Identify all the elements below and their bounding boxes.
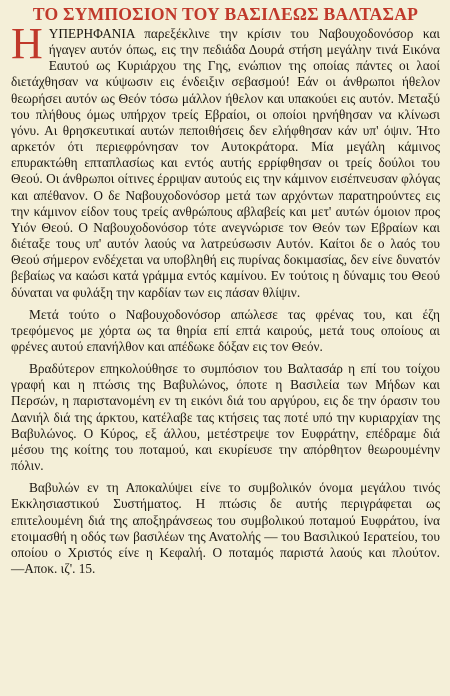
- paragraph-1: [11, 19, 440, 301]
- paragraph-4-text: Βαβυλών εν τη Αποκαλύψει είνε το συμβολικόν όνομα μεγάλου τινός Εκκλησιαστικού Συστήματος. Η πτώσις δε αυτής περιγράφεται ως επιτελουμένη διά της αποξηράνσεως του συμβολικού ποταμού Ευφράτου, ίνα ετοιμασθή η οδός των βασιλέων της Ανατολής — του Βασιλικού Ιερατείου, του οποίου ο Χριστός είνε η Κεφαλή. Ο ποταμός παριστά λαούς και πλούτον.: [11, 480, 440, 560]
- paragraph-2: Μετά τούτο ο Ναβουχοδονόσορ απώλεσε τας φρένας του, και έζη τρεφόμενος με χόρτα ως τα θηρία επί επτά καιρούς, μετά τους οποίους αι φρένες αυτού επανήλθον και απέδωκε δόξαν εις τον Θεόν.: [11, 306, 440, 354]
- paragraph-1-text: ΥΠΕΡΗΦΑΝΙΑ παρεξέκλινε την κρίσιν του Ναβουχοδονόσορ και ήγαγεν αυτόν όπως, εις την πεδιάδα Δουρά στήση μεγάλην τινά Εικόνα Εαυτού ως Κυριάρχου της Γης, ενώπιον της οποίας πάντες οι λαοί διετάχθησαν να κύψωσιν εις ένδειξιν σεβασμού! Εάν οι άνθρωποι ήθελον θεωρήσει αυτόν ως Θεόν τόσω μάλλον ήθελον και υπακούει εις αυτόν. Μεταξύ του πλήθους όμως υπήρχον τρείς Εβραίοι, οι οποίοι ηρνήθησαν να κλίνωσι γόνυ. Αι θρησκευτικαί αυτών πεποιθήσεις δεν ελήφθησαν κάν υπ' όψιν. Ήτο αρκετόν ότι περιεφρόνησαν τον Αυτοκράτορα. Μία μεγάλη κάμινος επυρακτώθη επταπλασίως και εντός αυτής ερρίφθησαν οι τρείς δούλοι του Θεού. Οι άνθρωποι οίτινες έρριψαν αυτούς εις την κάμινον εισέπνευσαν φλόγας και απέθανον. Ο δε Ναβουχοδονόσορ μετά των αρχόντων παρατηρούντες εις την κάμινον είδον τους τρείς ανθρώπους αβλαβείς και μετ' αυτών όμοιον προς Υιόν Θεού. Ο Ναβουχοδονόσορ τότε ανεγνώρισε τον Θεόν των Εβραίων και διέταξε τους υπ' αυτόν λαούς να λατρεύσωσιν Αυτόν. Καίτοι δε ο λαός του Θεού σήμερον ενδέχεται να υποβληθή εις πυρίνας δοκιμασίας, δεν είνε δυνατόν βεβαίως να καώσι κατά γράμμα εντός καμίνου. Εν τούτοις η δύναμις του Θεού δύναται να φυλάξη την καρδίαν των εις πάσαν θλίψιν.: [11, 26, 440, 300]
- paragraph-3: Βραδύτερον επηκολούθησε το συμπόσιον του Βαλτασάρ η επί του τοίχου γραφή και η πτώσις της Βαβυλώνος, όποτε η Βασιλεία των Μήδων και Περσών, η παριστανομένη εν τη εικόνι διά του αργύρου, εις δε την όρασιν του Δανιήλ διά της άρκτου, κατέλαβε τας κτήσεις τας ποτέ υπό την κυριαρχίαν της Βαβυλώνος. Ο Κύρος, εξ άλλου, μετέστρεψε τον Ευφράτην, επέδραμε διά μέσου της κοίτης του ποταμού, και εκυρίευσε την απόρθητον θεωρουμένην πόλιν.: [11, 361, 440, 474]
- drop-cap: Η: [11, 19, 43, 68]
- scripture-citation: —Αποκ. ιζ'. 15.: [11, 561, 96, 576]
- article-title: ΤΟ ΣΥΜΠΟΣΙΟΝ ΤΟΥ ΒΑΣΙΛΕΩΣ ΒΑΛΤΑΣΑΡ: [32, 4, 419, 24]
- article-body: [11, 19, 440, 577]
- paragraph-4: [11, 480, 440, 577]
